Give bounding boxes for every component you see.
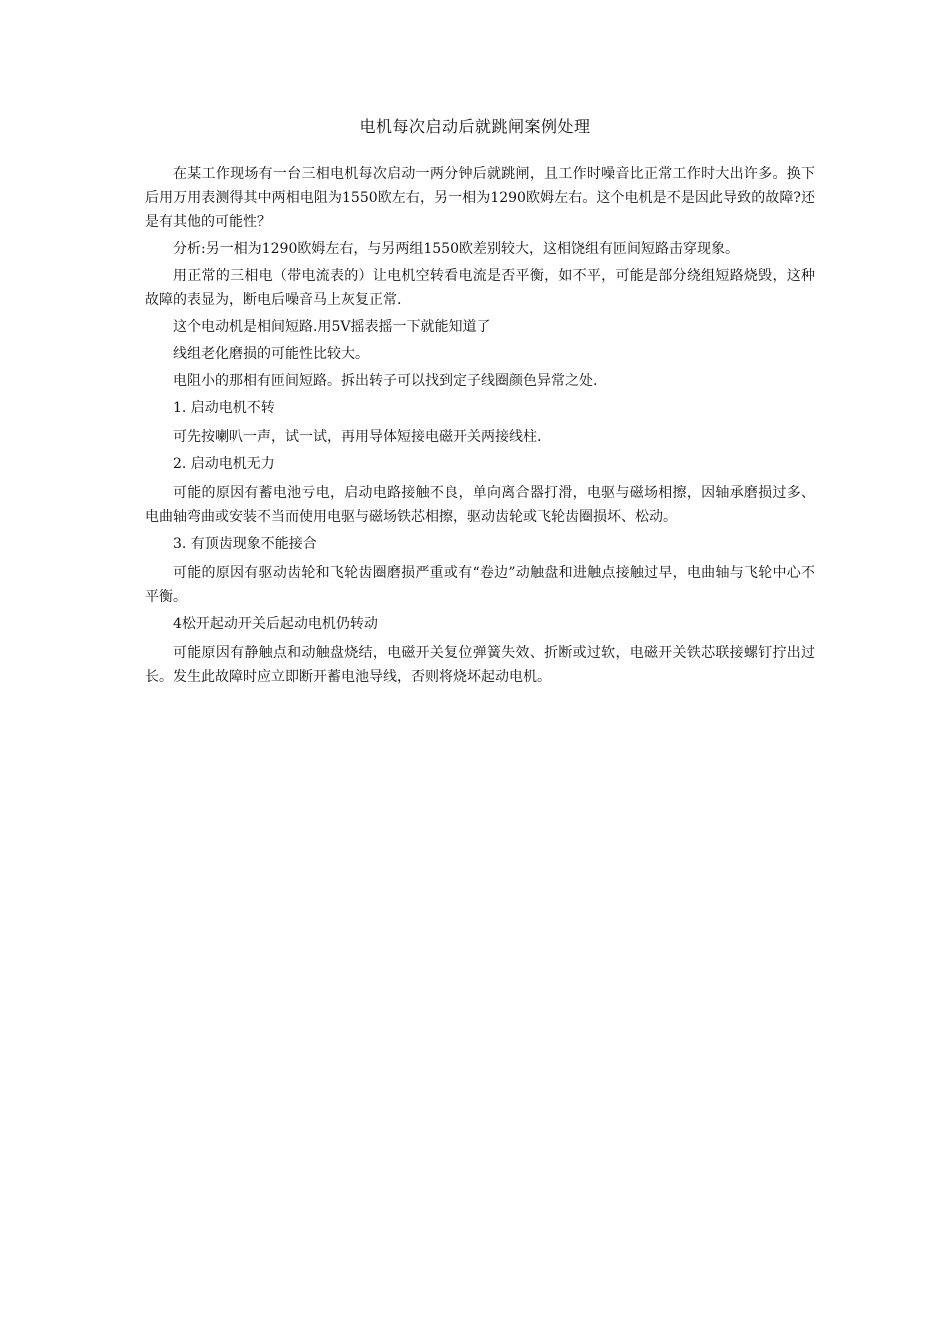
- section-heading-4: 4松开起动开关后起动电机仍转动: [173, 616, 378, 632]
- paragraph-current-balance-check: 用正常的三相电（带电流表的）让电机空转看电流是否平衡，如不平，可能是部分绕组短路烧毁，这种故障的表显为，断电后噪音马上灰复正常.: [145, 268, 815, 308]
- paragraph-problem-description: 在某工作现场有一台三相电机每次启动一两分钟后就跳闸，且工作时噪音比正常工作时大出许多。换下后用万用表测得其中两相电阻为1550欧左右，另一相为1290欧姆左右。这个电机是不是因此导致的故障?还是有其他的可能性？: [145, 166, 815, 230]
- paragraph-aging-wear: 线组老化磨损的可能性比较大。: [173, 346, 369, 362]
- section-4-text: 可能原因有静触点和动触盘烧结，电磁开关复位弹簧失效、折断或过软，电磁开关铁芯联接螺钉拧出过长。发生此故障时应立即断开蓄电池导线，否则将烧坏起动电机。: [145, 645, 815, 685]
- section-heading-3: 3. 有顶齿现象不能接合: [173, 536, 317, 552]
- section-1-text: 可先按喇叭一声，试一试，再用导体短接电磁开关两接线柱.: [173, 429, 542, 445]
- document-body: [145, 162, 815, 692]
- paragraph-turn-short: 电阻小的那相有匝间短路。拆出转子可以找到定子线圈颜色异常之处.: [173, 373, 598, 389]
- paragraph-analysis: 分析:另一相为1290欧姆左右，与另两组1550欧差别较大，这相饶组有匝间短路击穿现象。: [173, 241, 739, 257]
- section-heading-1: 1. 启动电机不转: [173, 400, 275, 416]
- paragraph-megger-test: 这个电动机是相间短路.用5V摇表摇一下就能知道了: [173, 319, 491, 335]
- section-heading-2: 2. 启动电机无力: [173, 456, 275, 472]
- section-2-text: 可能的原因有蓄电池亏电，启动电路接触不良，单向离合器打滑，电驱与磁场相擦，因轴承磨损过多、电曲轴弯曲或安装不当而使用电驱与磁场铁芯相擦，驱动齿轮或飞轮齿圈损坏、松动。: [145, 485, 815, 525]
- document-title: 电机每次启动后就跳闸案例处理: [359, 117, 591, 136]
- section-3-text: 可能的原因有驱动齿轮和飞轮齿圈磨损严重或有“卷边”动触盘和进触点接触过早，电曲轴与飞轮中心不平衡。: [145, 565, 815, 605]
